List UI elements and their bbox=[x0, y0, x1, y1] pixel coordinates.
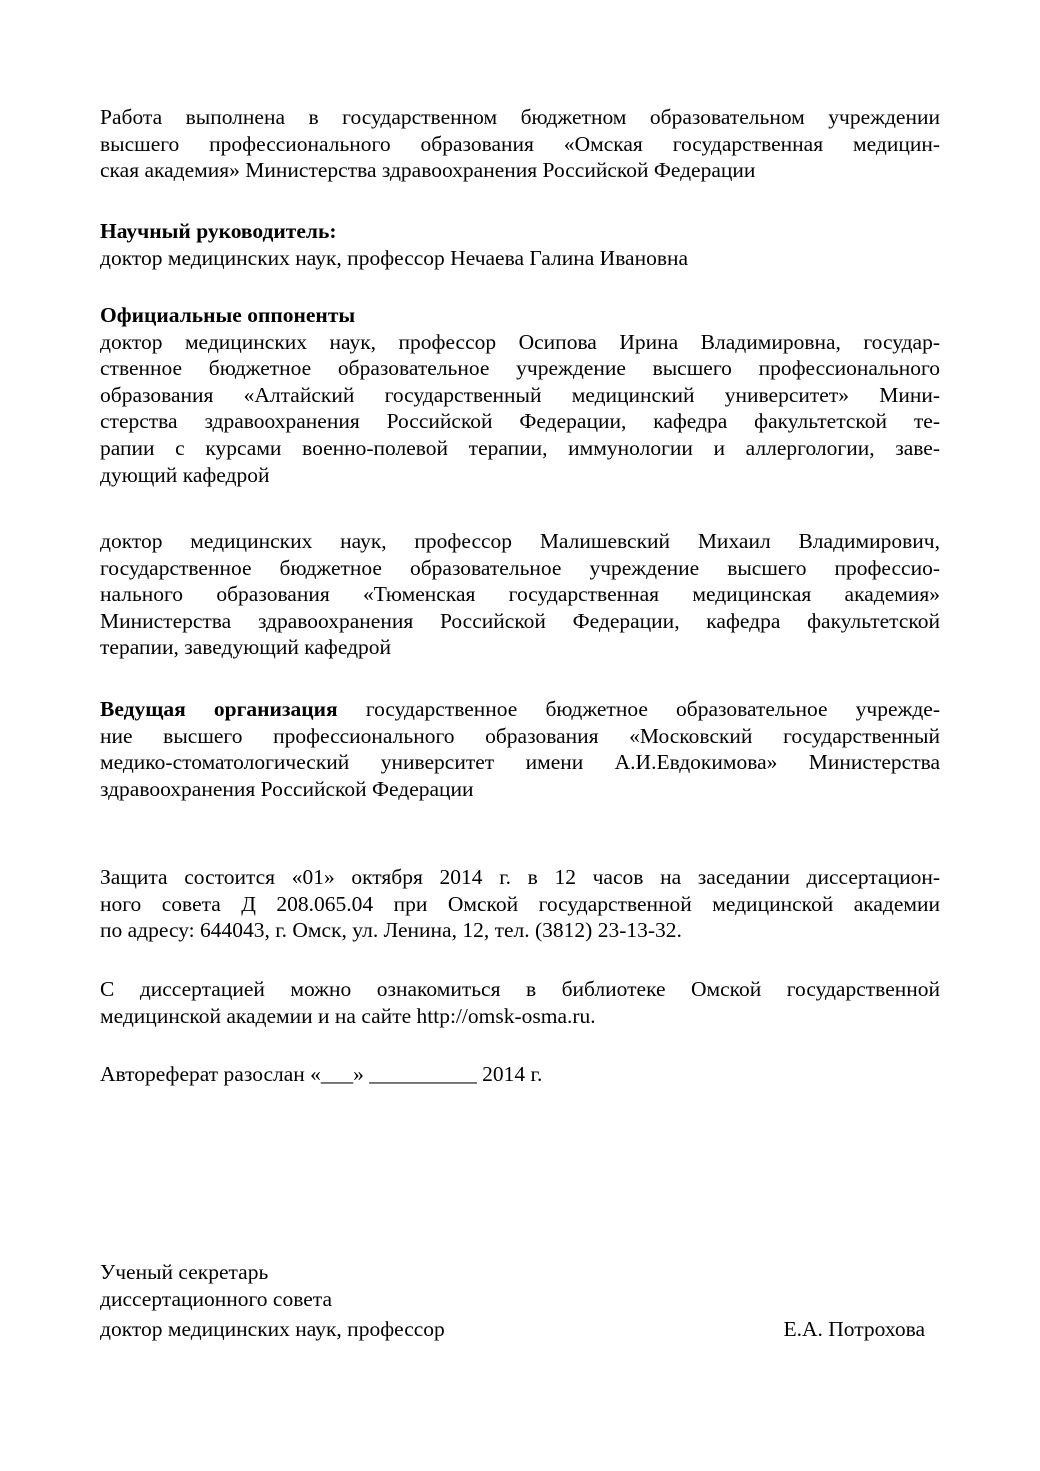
opponent-first-line: дующий кафедрой bbox=[100, 462, 270, 487]
intro-line: высшего профессионального образования «Омская государственная медицин- bbox=[100, 131, 940, 156]
library-line: С диссертацией можно ознакомиться в библиотеке Омской государственной bbox=[100, 977, 940, 1001]
signature-title: Ученый секретарь bbox=[100, 1260, 269, 1284]
signature-name: Е.А. Потрохова bbox=[783, 1317, 925, 1341]
opponent-first-line: образования «Алтайский государственный медицинский университет» Мини- bbox=[100, 382, 940, 407]
opponent-second-line: нального образования «Тюменская государственная медицинская академия» bbox=[100, 582, 940, 607]
opponent-second-line: Министерства здравоохранения Российской Федерации, кафедра факультетской bbox=[100, 608, 940, 633]
intro-line: Работа выполнена в государственном бюджетном образовательном учреждении bbox=[100, 105, 940, 129]
opponent-first-line: стерства здравоохранения Российской Федерации, кафедра факультетской те- bbox=[100, 409, 940, 434]
library-line: медицинской академии и на сайте http://omsk-osma.ru. bbox=[100, 1003, 596, 1028]
signature-council: диссертационного совета bbox=[100, 1286, 332, 1311]
opponent-second-line: государственное бюджетное образовательное учреждение высшего профессио- bbox=[100, 555, 940, 580]
signature-block bbox=[100, 1259, 940, 1312]
supervisor-section bbox=[100, 218, 940, 271]
opponent-second-line: терапии, заведующий кафедрой bbox=[100, 635, 392, 660]
abstract-sent bbox=[100, 1061, 940, 1088]
opponents-heading: Официальные оппоненты bbox=[100, 303, 356, 327]
opponent-first-line: доктор медицинских наук, профессор Осипова Ирина Владимировна, государ- bbox=[100, 329, 940, 354]
opponent-first-line: ственное бюджетное образовательное учреждение высшего профессионального bbox=[100, 356, 940, 381]
opponent-first-line: рапии с курсами военно-полевой терапии, иммунологии и аллергологии, заве- bbox=[100, 435, 940, 460]
defense-paragraph bbox=[100, 864, 940, 944]
leading-org-line: медико-стоматологический университет имени А.И.Евдокимова» Министерства bbox=[100, 750, 940, 775]
signature-degree: доктор медицинских наук, профессор bbox=[100, 1317, 445, 1341]
intro-paragraph bbox=[100, 104, 940, 184]
defense-line: ного совета Д 208.065.04 при Омской государственной медицинской академии bbox=[100, 891, 940, 916]
defense-line: по адресу: 644043, г. Омск, ул. Ленина, 12, тел. (3812) 23-13-32. bbox=[100, 918, 682, 943]
opponent-second-line: доктор медицинских наук, профессор Малишевский Михаил Владимирович, bbox=[100, 529, 940, 553]
opponents-section bbox=[100, 302, 940, 488]
library-paragraph bbox=[100, 976, 940, 1029]
signature-row bbox=[100, 1316, 925, 1343]
leading-org-first-line bbox=[100, 696, 940, 723]
abstract-sent-text: Автореферат разослан «___» __________ 2014 г. bbox=[100, 1062, 543, 1086]
supervisor-heading: Научный руководитель: bbox=[100, 219, 337, 243]
defense-line: Защита состоится «01» октября 2014 г. в 12 часов на заседании диссертацион- bbox=[100, 865, 940, 889]
leading-org-line: здравоохранения Российской Федерации bbox=[100, 776, 474, 801]
leading-org-section bbox=[100, 696, 940, 802]
opponent-second bbox=[100, 528, 940, 661]
intro-line: ская академия» Министерства здравоохранения Российской Федерации bbox=[100, 158, 756, 183]
leading-org-label: Ведущая организация bbox=[100, 697, 338, 721]
supervisor-text: доктор медицинских наук, профессор Нечаева Галина Ивановна bbox=[100, 245, 689, 270]
leading-org-line: ние высшего профессионального образования «Московский государственный bbox=[100, 723, 940, 748]
leading-org-first-rest: государственное бюджетное образовательное учрежде- bbox=[337, 697, 940, 721]
